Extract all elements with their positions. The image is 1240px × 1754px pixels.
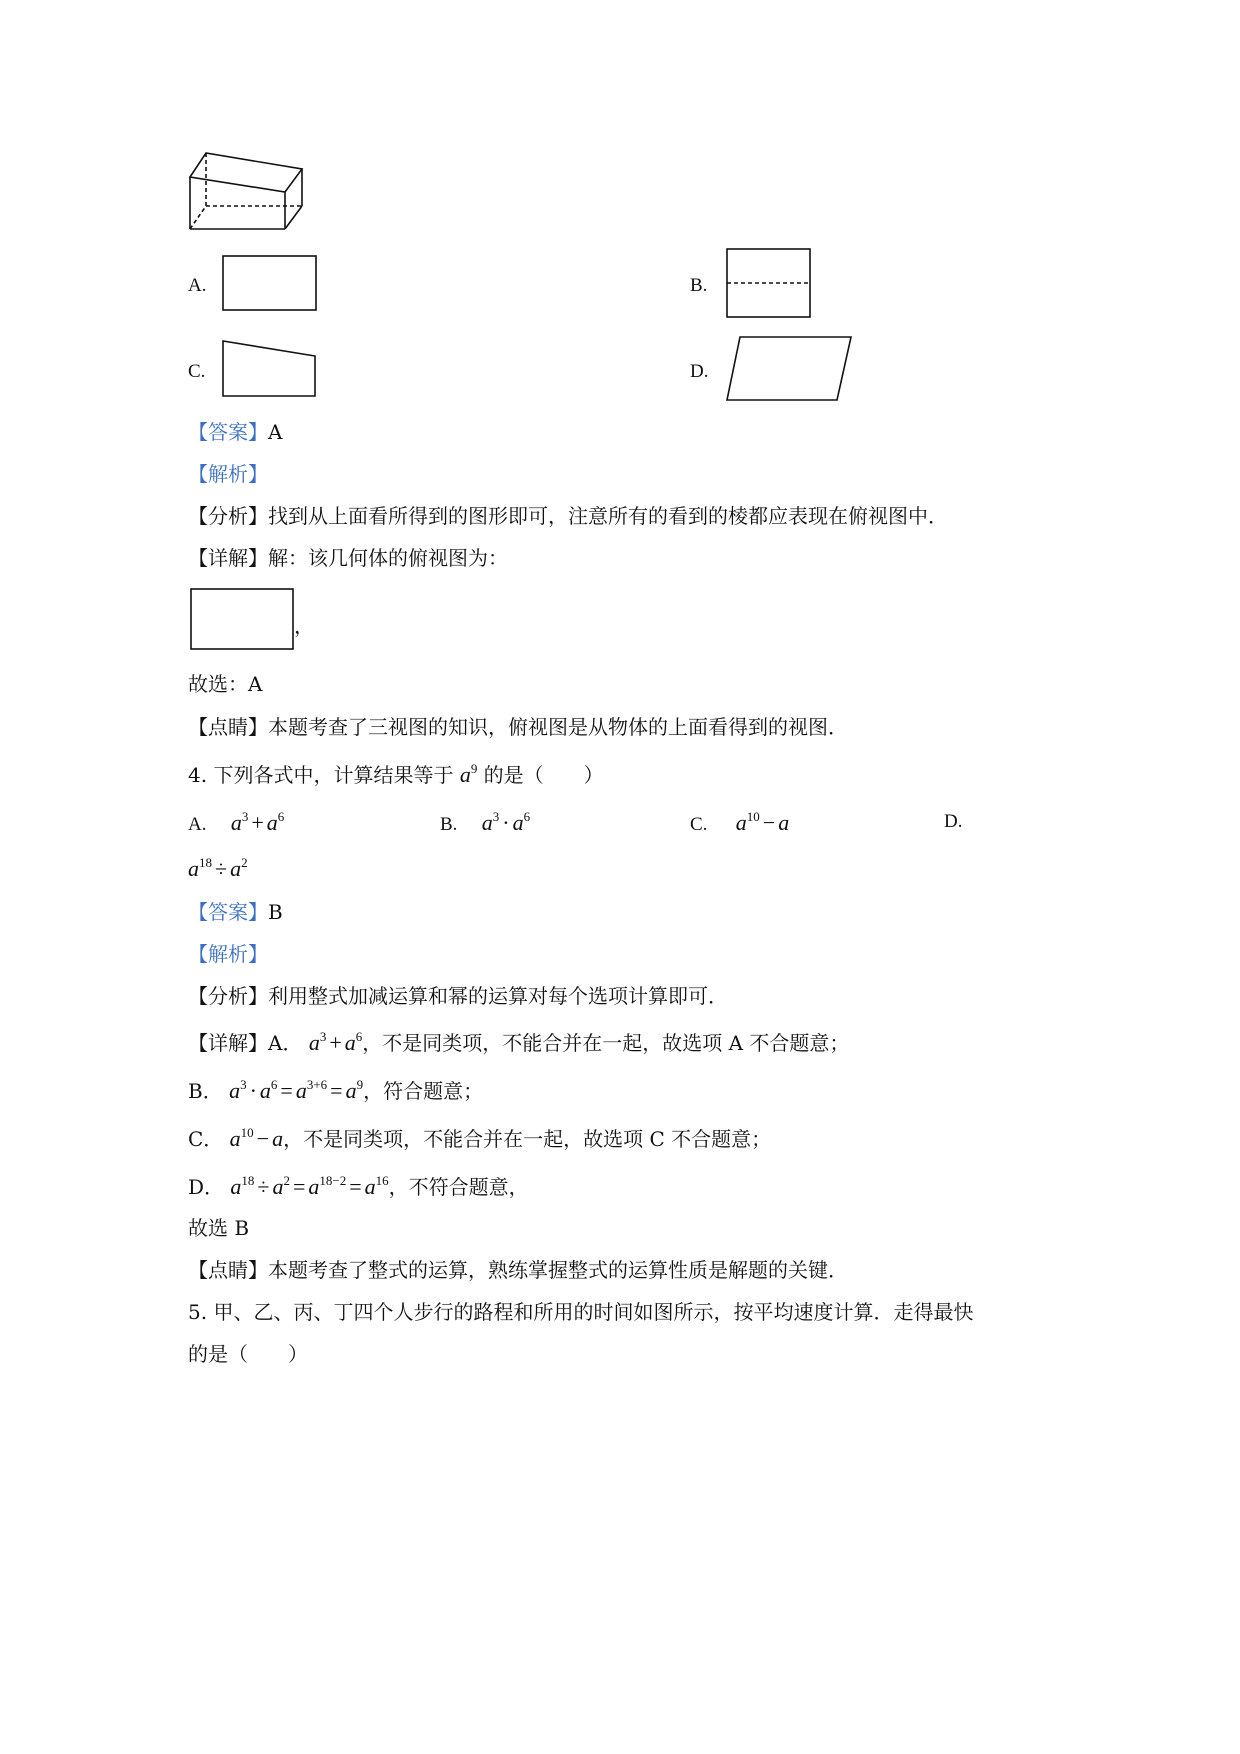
q3-option-a-figure[interactable]: [222, 255, 317, 311]
q3-fenxi: 【分析】找到从上面看所得到的图形即可，注意所有的看到的棱都应表现在俯视图中．: [188, 504, 948, 528]
q4-line-b-label: B．: [188, 1079, 223, 1103]
q4-option-b[interactable]: B. $a^3 \cdot a^6$: [440, 809, 531, 835]
q4-stem-before: 4. 下列各式中，计算结果等于: [188, 763, 454, 787]
q4-line-c: C． $a^{10} - a$，不是同类项，不能合并在一起，故选项 C 不合题意；: [188, 1125, 772, 1151]
q4-xiangjie-prefix: 【详解】A．: [188, 1031, 303, 1055]
q4-option-d-math[interactable]: $a^{18} \div a^2$: [188, 855, 248, 881]
q4-option-d-label: D.: [944, 811, 963, 832]
q5-stem-line1: 5. 甲、乙、丙、丁四个人步行的路程和所用的时间如图所示，按平均速度计算．走得最快: [188, 1300, 974, 1324]
q3-top-view-figure: [190, 588, 294, 650]
q3-option-c-label[interactable]: C.: [188, 361, 206, 382]
q4-option-c[interactable]: C. $a^{10} - a$: [690, 809, 790, 835]
q4-line-a: 【详解】A． $a^3 + a^6$，不是同类项，不能合并在一起，故选项 A 不合题意；: [188, 1029, 850, 1055]
q4-line-a-text: ，不是同类项，不能合并在一起，故选项 A 不合题意；: [362, 1031, 850, 1055]
q3-dianjing: 【点睛】本题考查了三视图的知识，俯视图是从物体的上面看得到的视图．: [188, 715, 848, 739]
q4-stem-after: 的是（ ）: [483, 763, 604, 787]
q4-line-c-text: ，不是同类项，不能合并在一起，故选项 C 不合题意；: [283, 1127, 772, 1151]
q4-line-b: B． $a^3 \cdot a^6 = a^{3+6} = a^9$，符合题意；: [188, 1077, 484, 1103]
q3-option-d-figure[interactable]: [726, 336, 852, 401]
q4-answer-tag: 【答案】: [188, 900, 268, 924]
q3-option-c-figure[interactable]: [222, 340, 317, 398]
q5-stem-line2: 的是（ ）: [188, 1342, 308, 1366]
q3-option-d-label[interactable]: D.: [690, 361, 709, 382]
q3-answer-tag: 【答案】: [188, 420, 268, 444]
q4-option-c-label: C.: [690, 814, 708, 835]
q4-stem-math: $a^9$: [459, 761, 478, 787]
q3-option-b-figure[interactable]: [726, 248, 811, 318]
q4-guxuan: 故选 B: [188, 1216, 250, 1240]
q3-guxuan: 故选：A: [188, 672, 263, 696]
q4-option-a[interactable]: A. $a^3 + a^6$: [188, 809, 285, 835]
q4-answer-line: [188, 902, 283, 922]
q4-fenxi: 【分析】利用整式加减运算和幂的运算对每个选项计算即可．: [188, 984, 728, 1008]
q4-line-b-text: ，符合题意；: [363, 1079, 484, 1103]
cuboid-figure: [188, 150, 303, 230]
q3-figure-comma: ，: [294, 614, 314, 638]
q4-line-d: D． $a^{18} \div a^2 = a^{18-2} = a^{16}$，不符合题意，: [188, 1173, 529, 1199]
q4-answer-value: B: [268, 900, 283, 924]
q3-option-a-label[interactable]: A.: [188, 275, 207, 296]
q4-option-b-label: B.: [440, 814, 458, 835]
q3-xiangjie: 【详解】解：该几何体的俯视图为：: [188, 546, 508, 570]
q4-dianjing: 【点睛】本题考查了整式的运算，熟练掌握整式的运算性质是解题的关键．: [188, 1258, 848, 1282]
q3-answer-line: [188, 422, 282, 442]
q3-answer-value: A: [268, 420, 283, 444]
q4-option-a-label: A.: [188, 814, 207, 835]
q4-analysis-tag: 【解析】: [188, 942, 268, 966]
q4-line-d-label: D．: [188, 1175, 225, 1199]
q4-stem: [188, 762, 604, 786]
q4-line-c-label: C．: [188, 1127, 224, 1151]
q4-line-d-text: ，不符合题意，: [388, 1175, 529, 1199]
q4-option-d[interactable]: [944, 810, 962, 831]
q3-option-b-label[interactable]: B.: [690, 275, 708, 296]
q3-analysis-tag: 【解析】: [188, 462, 268, 486]
